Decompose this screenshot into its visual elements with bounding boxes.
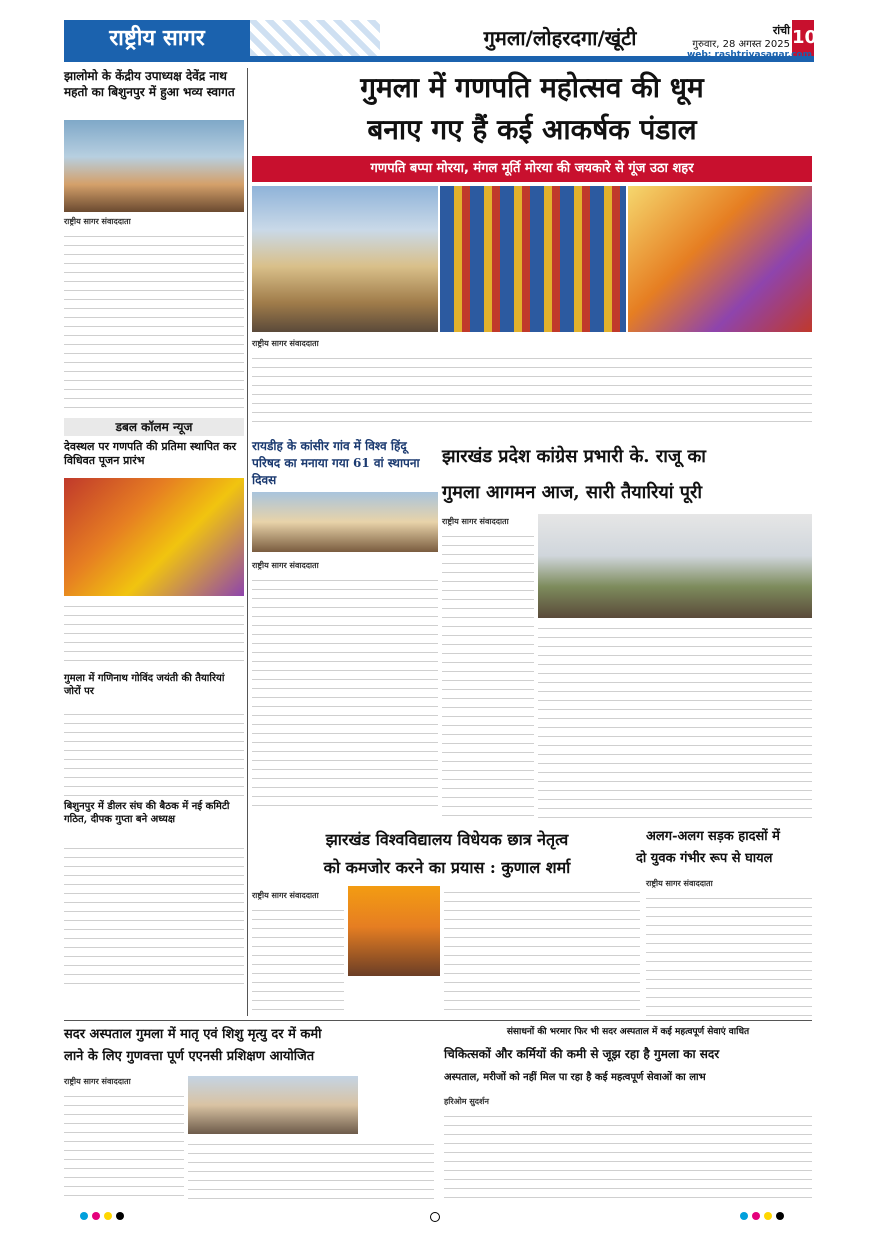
accident-byline: राष्ट्रीय सागर संवाददाता (646, 879, 713, 888)
reg-dot-3 (104, 1212, 112, 1220)
double-column-item1-body (64, 600, 244, 668)
masthead-logo: राष्ट्रीय सागर (64, 20, 250, 56)
congress-body-col1 (442, 530, 534, 820)
reg-dot-7 (752, 1212, 760, 1220)
congress-meeting-photo (538, 514, 812, 618)
double-column-title: डबल कॉलम न्यूज (64, 418, 244, 436)
university-headline-line1: झारखंड विश्वविद्यालय विधेयक छात्र नेतृत्व (325, 830, 569, 849)
reg-dot-9 (776, 1212, 784, 1220)
accident-body (646, 892, 812, 1016)
double-column-item2-body (64, 708, 244, 798)
registration-strip (0, 1206, 877, 1226)
edition-title: गुमला/लोहरदगा/खूंटी (483, 26, 637, 50)
double-column-item1-headline: देवस्थल पर गणपति की प्रतिमा स्थापित कर विधिवत पूजन प्रारंभ (64, 440, 237, 467)
accident-headline-line1: अलग-अलग सड़क हादसों में (646, 829, 780, 844)
accident-headline-line2: दो युवक गंभीर रूप से घायल (636, 851, 773, 866)
congress-headline-line1: झारखंड प्रदेश कांग्रेस प्रभारी के. राजू का (442, 446, 706, 467)
vhp-photo (252, 492, 438, 552)
website-link[interactable]: web: rashtriyasagar.com (686, 50, 812, 60)
story-left-byline: राष्ट्रीय सागर संवाददाता (64, 217, 131, 226)
reg-dot-5 (430, 1212, 440, 1222)
congress-body-col2 (538, 622, 812, 820)
pandal-photo-3 (628, 186, 812, 332)
hospital-right-headline-line1: चिकित्सकों और कर्मियों की कमी से जूझ रहा है गुमला का सदर (444, 1047, 720, 1061)
masthead-pattern (250, 20, 380, 56)
university-byline: राष्ट्रीय सागर संवाददाता (252, 891, 319, 900)
hospital-left-headline-line2: लाने के लिए गुणवत्ता पूर्ण एएनसी प्रशिक्षण आयोजित (64, 1049, 315, 1064)
lead-body (252, 352, 812, 428)
lead-byline: राष्ट्रीय सागर संवाददाता (252, 339, 319, 348)
university-headline-line2: को कमजोर करने का प्रयास : कुणाल शर्मा (323, 858, 571, 877)
story-left-photo (64, 120, 244, 212)
pandal-photo-1 (252, 186, 438, 332)
hospital-right-body (444, 1110, 812, 1200)
reg-dot-8 (764, 1212, 772, 1220)
page-number: 10 (792, 20, 814, 56)
hospital-left-byline: राष्ट्रीय सागर संवाददाता (64, 1077, 131, 1086)
issue-date: गुरुवार, 28 अगस्त 2025 (692, 39, 790, 50)
congress-byline: राष्ट्रीय सागर संवाददाता (442, 517, 509, 526)
horizontal-rule-1 (64, 1020, 812, 1021)
university-body-col1 (252, 904, 344, 1016)
ganpati-idol-photo (64, 478, 244, 596)
double-column-item2-headline: गुमला में गणिनाथ गोविंद जयंती की तैयारियां जोरों पर (64, 673, 225, 697)
hospital-right-headline-line2: अस्पताल, मरीजों को नहीं मिल पा रहा है कई महत्वपूर्ण सेवाओं का लाभ (444, 1072, 706, 1083)
lead-strap: गणपति बप्पा मोरया, मंगल मूर्ति मोरया की जयकारे से गूंज उठा शहर (252, 156, 812, 182)
hospital-left-body-col1 (64, 1090, 184, 1200)
reg-dot-2 (92, 1212, 100, 1220)
reg-dot-6 (740, 1212, 748, 1220)
reg-dot-1 (80, 1212, 88, 1220)
hospital-right-kicker: संसाधनों की भरमार फिर भी सदर अस्पताल में कई महत्वपूर्ण सेवाएं वाधित (506, 1027, 750, 1037)
double-column-item3-body (64, 842, 244, 992)
congress-headline-line2: गुमला आगमन आज, सारी तैयारियां पूरी (442, 482, 702, 503)
lead-headline-line2: बनाए गए हैं कई आकर्षक पंडाल (367, 113, 697, 146)
hospital-left-body-col2 (188, 1138, 434, 1200)
reg-dot-4 (116, 1212, 124, 1220)
university-body-col2 (444, 886, 640, 1016)
hospital-right-byline: हरिओम सुदर्शन (444, 1097, 489, 1106)
hospital-left-headline-line1: सदर अस्पताल गुमला में मातृ एवं शिशु मृत्यु दर में कमी (64, 1027, 322, 1042)
vhp-byline: राष्ट्रीय सागर संवाददाता (252, 561, 319, 570)
vhp-body (252, 574, 438, 814)
story-left-headline: झालोमो के केंद्रीय उपाध्यक्ष देवेंद्र नाथ महतो का बिशुनपुर में हुआ भव्य स्वागत (64, 69, 235, 99)
column-rule-1 (247, 68, 248, 1016)
double-column-item3-headline: बिशुनपुर में डीलर संघ की बैठक में नई कमिटी गठित, दीपक गुप्ता बने अध्यक्ष (64, 801, 230, 825)
pandal-photo-2 (440, 186, 626, 332)
vhp-headline: रायडीह के कांसीर गांव में विश्व हिंदू परिषद का मनाया गया 61 वां स्थापना दिवस (252, 439, 420, 487)
anc-training-photo (188, 1076, 358, 1134)
city-name: रांची (772, 24, 790, 37)
lead-headline-line1: गुमला में गणपति महोत्सव की धूम (360, 71, 704, 104)
kunal-sharma-photo (348, 886, 440, 976)
story-left-body (64, 230, 244, 410)
